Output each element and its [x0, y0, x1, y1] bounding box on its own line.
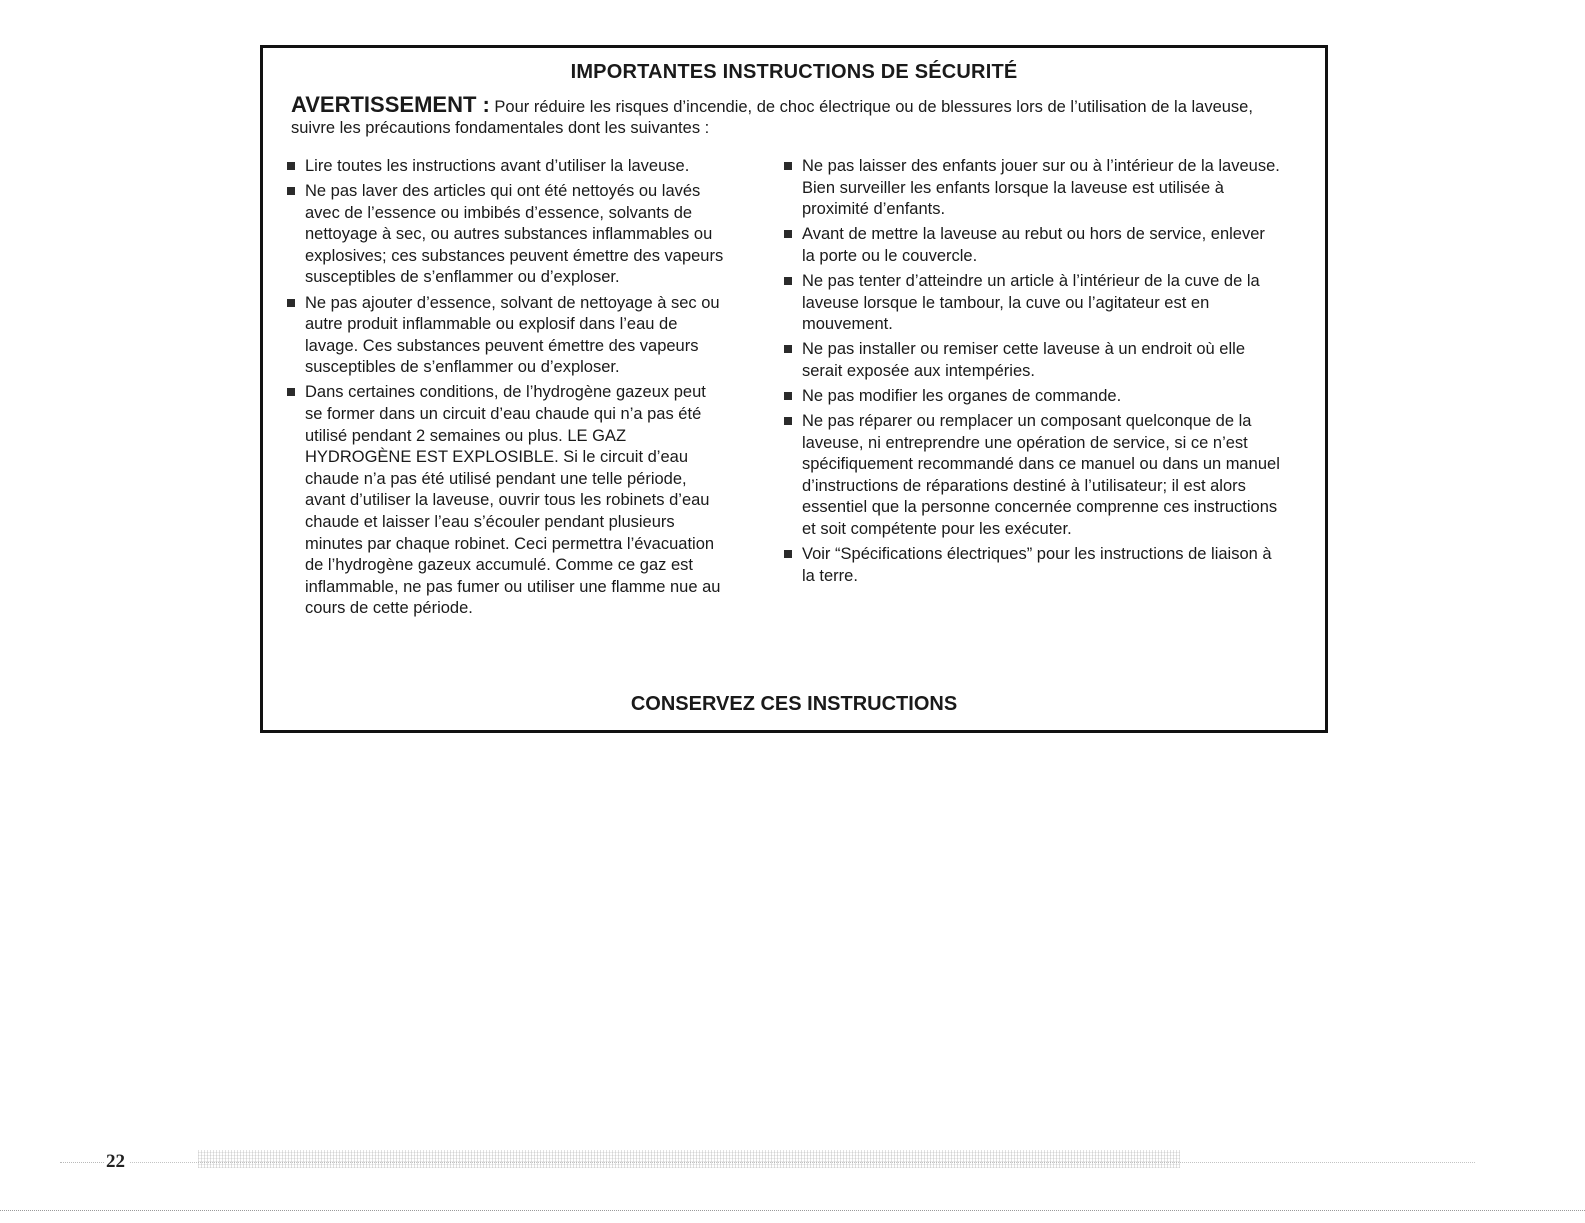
list-item [782, 544, 1282, 587]
list-item-text: Dans certaines conditions, de l’hydrogène gazeux peut se former dans un circuit d’eau chaude qui n’a pas été utilisé pendant 2 semaines ou plus. LE GAZ HYDROGÈNE EST EXPLOSIBLE. Si le circuit d’eau chaude n’a pas été utilisé pendant une telle période, avant d’utiliser la laveuse, ouvrir tous les robinets d’eau chaude et laisser l’eau s’écouler pendant plusieurs minutes par chaque robinet. Ceci permettra l’évacuation de l’hydrogène gazeux accumulé. Comme ce gaz est inflammable, ne pas fumer ou utiliser une flamme nue au cours de cette période. [305, 383, 721, 618]
square-bullet-icon [784, 230, 792, 238]
scan-artifact-band [198, 1150, 1180, 1168]
square-bullet-icon [784, 417, 792, 425]
list-item [285, 156, 725, 178]
list-item [782, 271, 1282, 336]
square-bullet-icon [287, 162, 295, 170]
square-bullet-icon [287, 299, 295, 307]
right-instruction-list [782, 156, 1282, 591]
list-item [782, 411, 1282, 541]
square-bullet-icon [784, 345, 792, 353]
footer-dotted-rule-left [60, 1162, 104, 1163]
safety-instructions-box [260, 45, 1328, 733]
list-item-text: Ne pas tenter d’atteindre un article à l’intérieur de la cuve de la laveuse lorsque le tambour, la cuve ou l’agitateur est en mouvement. [802, 271, 1260, 334]
square-bullet-icon [287, 388, 295, 396]
warning-label: AVERTISSEMENT : [291, 92, 490, 117]
list-item-text: Ne pas ajouter d’essence, solvant de nettoyage à sec ou autre produit inflammable ou explosif dans l’eau de lavage. Ces substances peuvent émettre des vapeurs susceptibles de s’enflammer ou d’exploser. [305, 293, 720, 377]
square-bullet-icon [287, 187, 295, 195]
square-bullet-icon [784, 392, 792, 400]
list-item-text: Ne pas laisser des enfants jouer sur ou à l’intérieur de la laveuse. Bien surveiller les enfants lorsque la laveuse est utilisée à proximité d’enfants. [802, 157, 1280, 219]
list-item-text: Lire toutes les instructions avant d’utiliser la laveuse. [305, 157, 690, 175]
list-item-text: Avant de mettre la laveuse au rebut ou hors de service, enlever la porte ou le couvercle. [802, 225, 1265, 265]
list-item [782, 339, 1282, 382]
list-item [782, 224, 1282, 267]
bottom-dotted-rule [0, 1210, 1585, 1211]
warning-text: Pour réduire les risques d’incendie, de choc électrique ou de blessures lors de l’utilisation de la laveuse, suivre les précautions fondamentales dont les suivantes : [291, 98, 1253, 137]
list-item [285, 382, 725, 620]
list-item [782, 156, 1282, 221]
list-item-text: Ne pas modifier les organes de commande. [802, 386, 1122, 405]
list-item [782, 386, 1282, 408]
list-item [285, 293, 725, 379]
square-bullet-icon [784, 277, 792, 285]
box-title: IMPORTANTES INSTRUCTIONS DE SÉCURITÉ [570, 61, 1018, 83]
list-item-text: Ne pas laver des articles qui ont été nettoyés ou lavés avec de l’essence ou imbibés d’essence, solvants de nettoyage à sec, ou autres substances inflammables ou explosives; ces substances peuvent émettre des vapeurs susceptibles de s’enflammer ou d’exploser. [305, 182, 724, 287]
square-bullet-icon [784, 162, 792, 170]
list-item-text: Voir “Spécifications électriques” pour les instructions de liaison à la terre. [802, 545, 1272, 585]
left-instruction-list [285, 156, 725, 623]
warning-intro [291, 94, 1265, 139]
page-number: 22 [106, 1151, 125, 1172]
square-bullet-icon [784, 550, 792, 558]
list-item-text: Ne pas installer ou remiser cette laveuse à un endroit où elle serait exposée aux intempéries. [802, 340, 1245, 380]
list-item [285, 181, 725, 289]
box-footer: CONSERVEZ CES INSTRUCTIONS [630, 693, 958, 715]
list-item-text: Ne pas réparer ou remplacer un composant quelconque de la laveuse, ni entreprendre une opération de service, si ce n’est spécifiquement recommandé dans ce manuel ou dans un manuel d’instructions de réparations destiné à l’utilisateur; il est alors essentiel que la personne concernée comprenne ces instructions et soit compétente pour les exécuter. [802, 412, 1280, 538]
